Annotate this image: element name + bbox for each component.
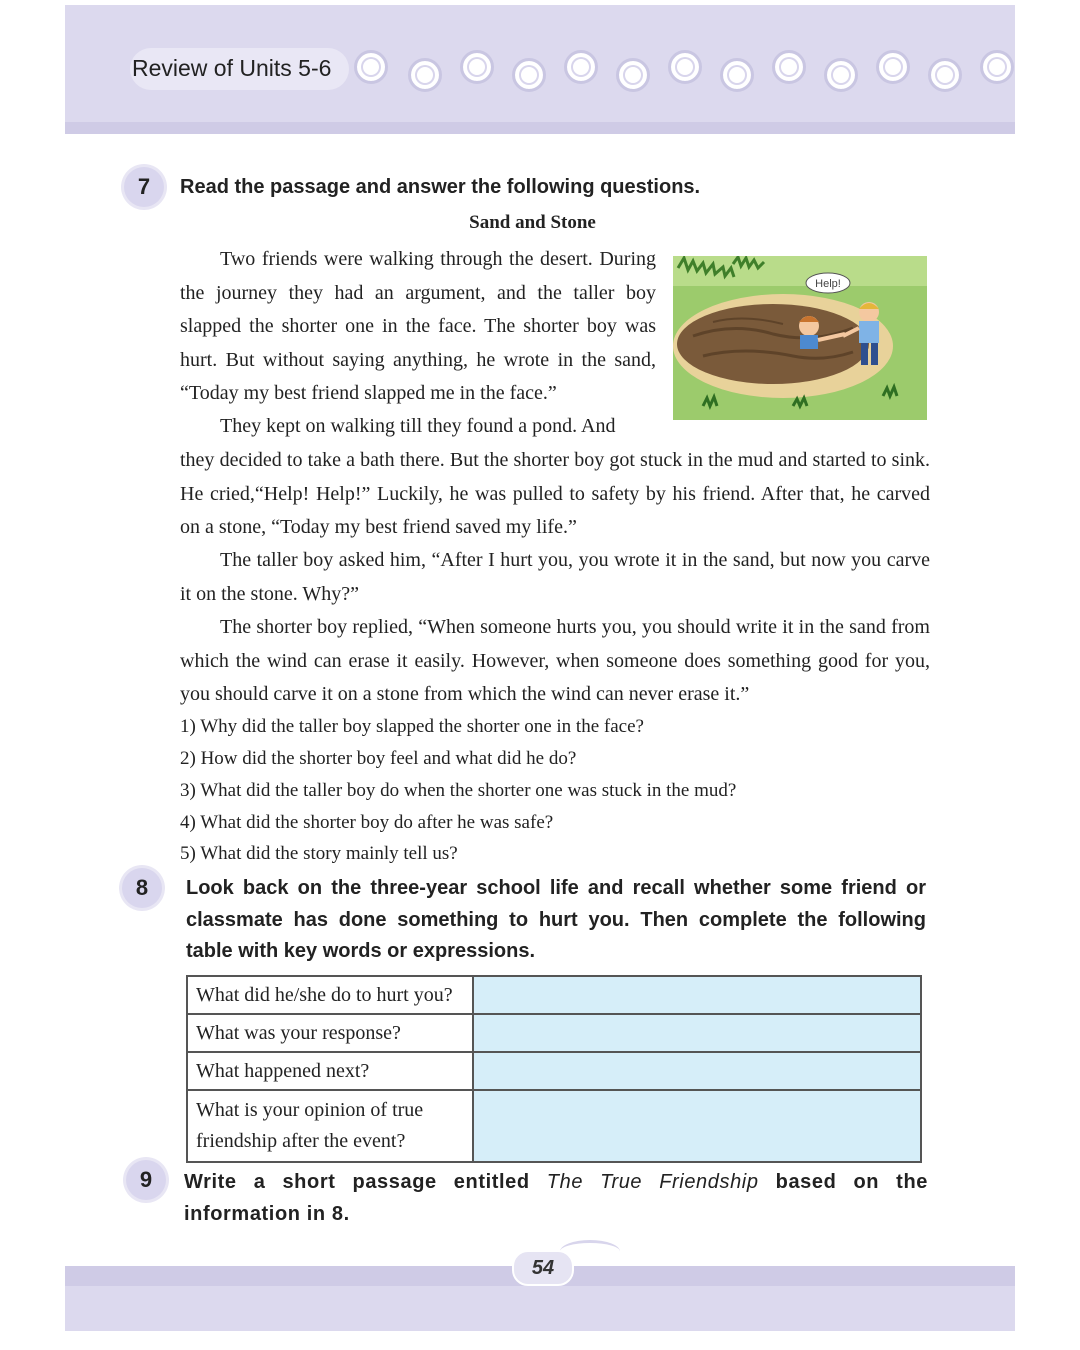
- story-title: Sand and Stone: [469, 212, 596, 233]
- help-bubble-text: Help!: [815, 278, 841, 290]
- table-question: What happened next?: [187, 1052, 473, 1090]
- decor-circle: [512, 58, 546, 92]
- story-illustration: [673, 256, 927, 420]
- table-row: [187, 1014, 921, 1052]
- decor-circle: [720, 58, 754, 92]
- exercise-7-instruction: Read the passage and answer the following questions.: [180, 176, 701, 198]
- decor-circle: [876, 50, 910, 84]
- table-row: [187, 1090, 921, 1162]
- header-strip: [65, 122, 1015, 134]
- table-answer-cell[interactable]: [473, 1014, 921, 1052]
- decor-circle: [772, 50, 806, 84]
- exercise-9-instruction: [184, 1166, 928, 1230]
- exercise-8-instruction: Look back on the three-year school life and recall whether some friend or classmate has done something to hurt you. Then complete the following table with key words or expressions.: [186, 877, 926, 962]
- table-question: What was your response?: [187, 1014, 473, 1052]
- exercise-7-badge: 7: [124, 167, 164, 207]
- decor-circle: [408, 58, 442, 92]
- question-2: 2) How did the shorter boy feel and what did he do?: [180, 748, 577, 769]
- paragraph-4: The shorter boy replied, “When someone hurts you, you should write it in the sand from which the wind can erase it easily. However, when someone does something good for you, you should carve it on a stone from which the wind can never erase it.”: [180, 616, 930, 705]
- page-number: 54: [512, 1250, 574, 1286]
- decor-circle: [668, 50, 702, 84]
- paragraph-2-rest: they decided to take a bath there. But the shorter boy got stuck in the mud and started to sink. He cried,“Help! Help!” Luckily, he was pulled to safety by his friend. After that, he carved on a stone, “Today my best friend saved my life.”: [180, 449, 930, 538]
- table-question: What is your opinion of true friendship after the event?: [187, 1090, 473, 1162]
- header-decoration: [352, 48, 1022, 92]
- exercise-9-text-b: based on the information in 8.: [184, 1171, 928, 1225]
- question-1: 1) Why did the taller boy slapped the shorter one in the face?: [180, 716, 644, 737]
- table-row: [187, 976, 921, 1014]
- table-answer-cell[interactable]: [473, 976, 921, 1014]
- paragraph-1: Two friends were walking through the desert. During the journey they had an argument, and the taller boy slapped the shorter one in the face. The shorter boy was hurt. But without saying anything, he wrote in the sand, “Today my best friend slapped me in the face.”: [180, 248, 656, 404]
- exercise-9-title: The True Friendship: [546, 1171, 759, 1193]
- table-question: What did he/she do to hurt you?: [187, 976, 473, 1014]
- paragraph-2-top: They kept on walking till they found a pond. And: [220, 415, 616, 437]
- question-4: 4) What did the shorter boy do after he was safe?: [180, 812, 554, 833]
- table-answer-cell[interactable]: [473, 1052, 921, 1090]
- response-table: [186, 975, 922, 1163]
- decor-circle: [928, 58, 962, 92]
- decor-circle: [354, 50, 388, 84]
- exercise-9-text-a: Write a short passage entitled: [184, 1171, 530, 1193]
- decor-circle: [460, 50, 494, 84]
- decor-circle: [616, 58, 650, 92]
- question-5: 5) What did the story mainly tell us?: [180, 843, 458, 864]
- footer-band-lower: [65, 1286, 1015, 1331]
- table-row: [187, 1052, 921, 1090]
- paragraph-3: The taller boy asked him, “After I hurt you, you wrote it in the sand, but now you carve it on the stone. Why?”: [180, 549, 930, 605]
- exercise-8-badge: 8: [122, 868, 162, 908]
- question-3: 3) What did the taller boy do when the shorter one was stuck in the mud?: [180, 780, 737, 801]
- decor-circle: [824, 58, 858, 92]
- decor-circle: [980, 50, 1014, 84]
- table-answer-cell[interactable]: [473, 1090, 921, 1162]
- unit-title: Review of Units 5-6: [130, 48, 349, 90]
- mud-pond-picture: [673, 256, 927, 420]
- exercise-9-badge: 9: [126, 1160, 166, 1200]
- decor-circle: [564, 50, 598, 84]
